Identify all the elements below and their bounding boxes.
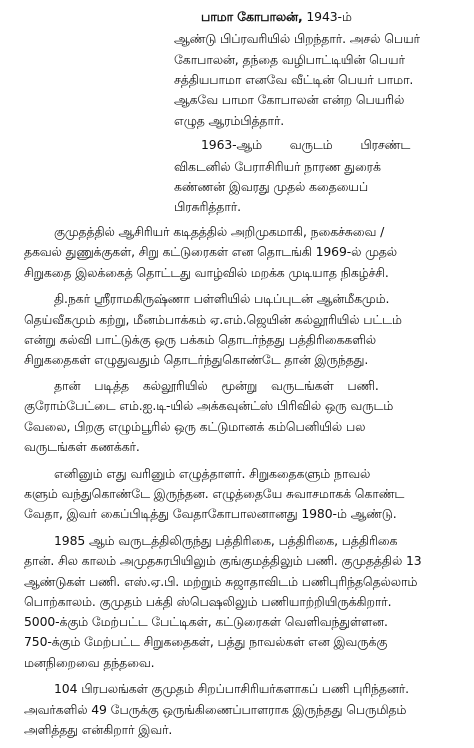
debut-line-4: பிரசுரித்தார். [174, 199, 241, 215]
journalism-line-2: தான். சில காலம் அமுதசுரபியிலும் குங்குமத்திலும் பணி. குமுதத்தில் 13 [24, 553, 422, 569]
journalism-line-5: 5000-க்கும் மேற்பட்ட பேட்டிகள், கட்டுரைகள் வெளிவந்துள்ளன. [24, 614, 388, 630]
intro-line-5: ஆகவே பாமா கோபாலன் என்ற பெயரில் [174, 92, 405, 108]
intro-line-3: கோபாலன், தந்தை வழிபாட்டியின் பெயர் [174, 51, 405, 67]
career-line-3: வேலை, பிறகு எழும்பூரில் ஒரு கட்டுமானக் கம்பெனியில் பல [24, 418, 366, 434]
intro-line-1 [201, 9, 352, 25]
journalism-line-6: 750-க்கும் மேற்பட்ட சிறுகதைகள், பத்து நாவல்கள் என இவருக்கு [24, 634, 388, 650]
author-name: பாமா கோபாலன், [201, 9, 303, 25]
career-line-1: தான் படித்த கல்லூரியில் மூன்று வருடங்கள் பணி. [54, 378, 379, 394]
honors-line-3: அளித்தது என்கிறார் இவர். [24, 722, 173, 737]
writing-line-3: வேதா, இவர் கைப்பிடித்து வேதாகோபாலனானது 1980-ம் ஆண்டு. [24, 506, 397, 522]
intro-line-2: ஆண்டு பிப்ரவரியில் பிறந்தார். அசல் பெயர் [174, 31, 420, 47]
debut-line-2: விகடனில் பேராசிரியர் நாரண துரைக் [174, 158, 381, 174]
journalism-line-1: 1985 ஆம் வருடத்திலிருந்து பத்திரிகை, பத்திரிகை, பத்திரிகை [54, 533, 398, 548]
education-line-2: தெய்வீகமும் கற்று, மீனம்பாக்கம் ஏ.எம்.ஜெயின் கல்லூரியில் பட்டம் [24, 311, 402, 327]
career-line-4: வருடங்கள் கணக்கர். [24, 438, 140, 454]
education-line-3: என்று கல்வி பாட்டுக்கு ஒரு பக்கம் தொடர்ந்தது பத்திரிகைகளில் [24, 332, 376, 347]
honors-line-1: 104 பிரபலங்கள் குமுதம் சிறப்பாசிரியர்களாகப் பணி புரிந்தனர். [54, 681, 409, 697]
honors-line-2: அவர்களில் 49 பேருக்கு ஒருங்கிணைப்பாளராக இருந்தது பெருமிதம் [24, 701, 407, 717]
journalism-line-4: பொற்காலம். குமுதம் பக்தி ஸ்பெஷலிலும் பணியாற்றியிருக்கிறார். [24, 593, 392, 609]
intro-line-4: சத்தியபாமா எனவே வீட்டின் பெயர் பாமா. [174, 71, 414, 87]
debut-line-3: கண்ணன் இவரது முதல் கதையைப் [174, 178, 368, 194]
journalism-line-3: ஆண்டுகள் பணி. எஸ்.ஏ.பி. மற்றும் சுஜாதாவிடம் பணிபுரிந்ததெல்லாம் [24, 573, 418, 589]
kumudam-line-3: சிறுகதை இலக்கைத் தொட்டது வாழ்வில் மறக்க முடியாத நிகழ்ச்சி. [24, 264, 389, 280]
kumudam-line-1: குமுதத்தில் ஆசிரியர் கடிதத்தில் அறிமுகமாகி, நகைச்சுவை / [54, 224, 385, 240]
career-line-2: குரோம்பேட்டை எம்.ஐ.டி-யில் அக்கவுன்ட்ஸ் பிரிவில் ஒரு வருடம் [24, 398, 394, 414]
intro-line-1-text: 1943-ம் [302, 9, 352, 25]
intro-line-6: எழுத ஆரம்பித்தார். [174, 112, 285, 128]
journalism-line-7: மனநிறைவை தந்தவை. [24, 654, 155, 670]
writing-line-1: எனினும் எது வரினும் எழுத்தாளர். சிறுகதைகளும் நாவல் [54, 465, 371, 481]
education-line-1: தி.நகர் ஸ்ரீராமகிருஷ்ணா பள்ளியில் படிப்புடன் ஆன்மீகமும். [54, 291, 390, 307]
writing-line-2: களும் வந்துகொண்டே இருந்தன. எழுத்தையே சுவாசமாகக் கொண்ட [24, 485, 405, 501]
debut-line-1: 1963-ஆம் வருடம் பிரசண்ட [201, 137, 411, 153]
education-line-4: சிறுகதைகள் எழுதுவதும் தொடர்ந்துகொண்டே தான் இருந்தது. [24, 352, 369, 368]
kumudam-line-2: தகவல் துணுக்குகள், சிறு கட்டுரைகள் என தொடங்கி 1969-ல் முதல் [24, 244, 397, 260]
